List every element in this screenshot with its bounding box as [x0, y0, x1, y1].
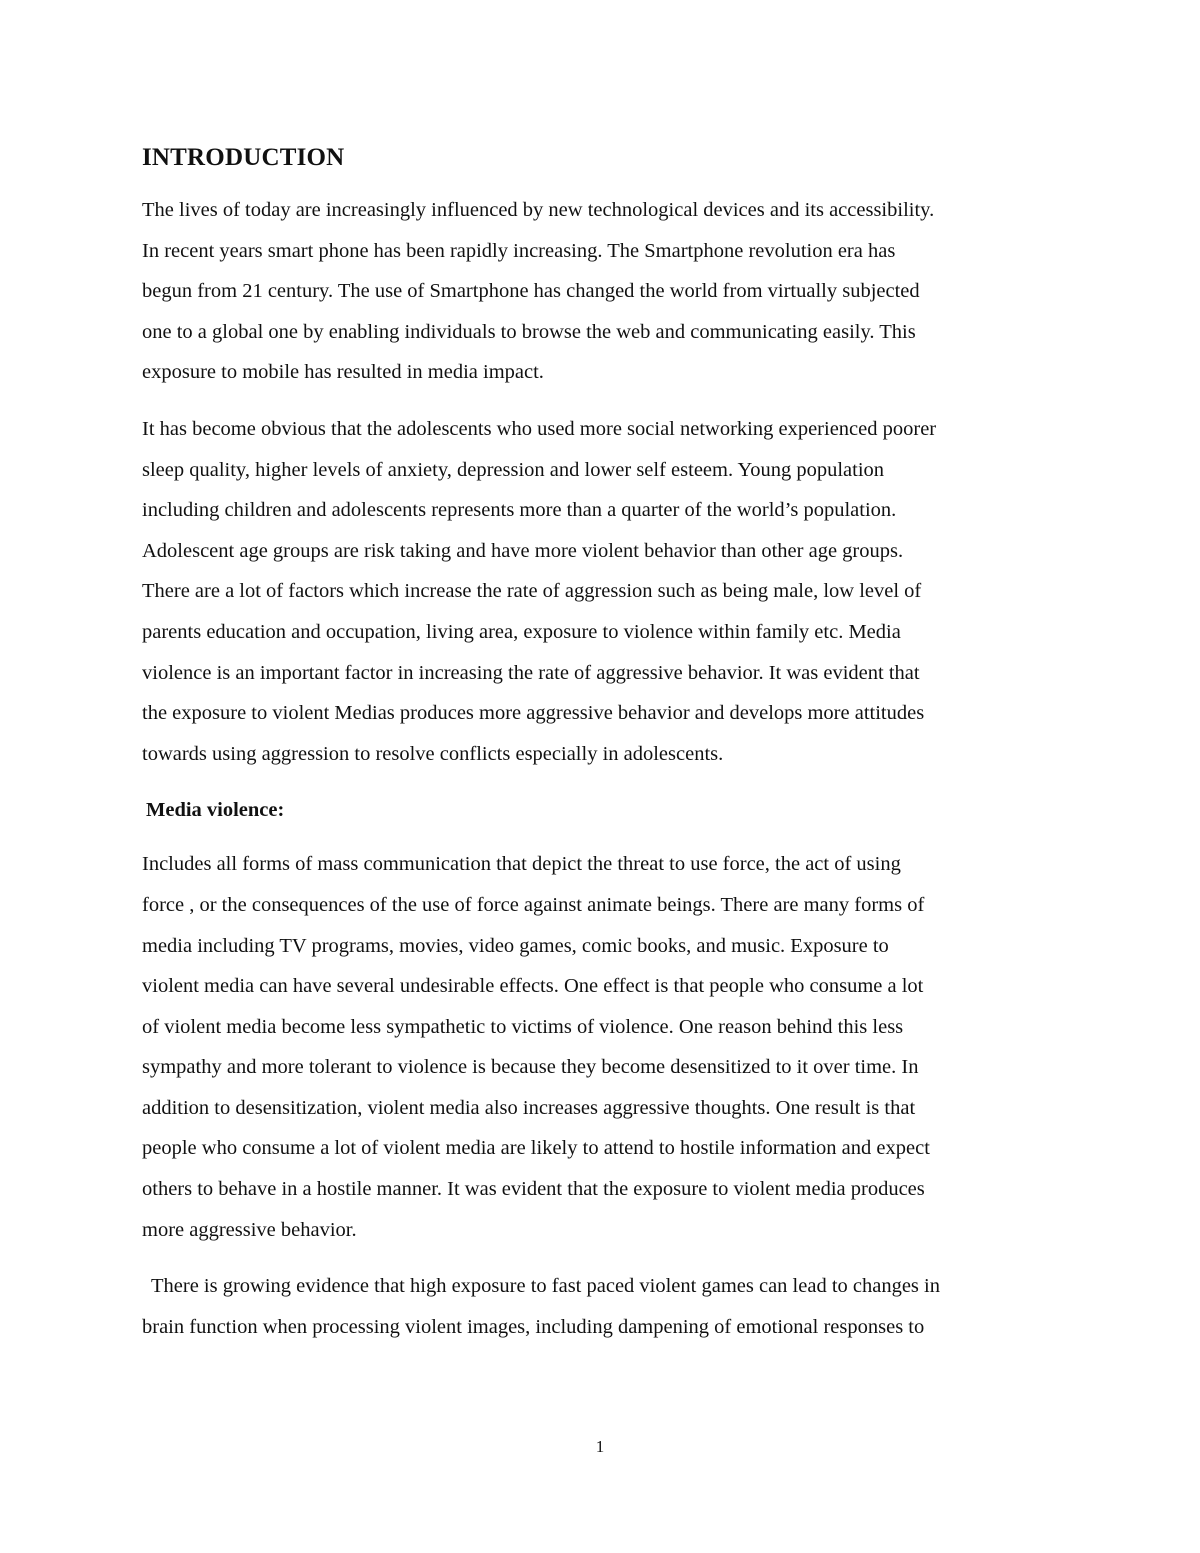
paragraph-brain-function: [142, 1266, 1062, 1347]
text-line: In recent years smart phone has been rapidly increasing. The Smartphone revolution era has: [142, 239, 896, 262]
text-line: towards using aggression to resolve conflicts especially in adolescents.: [142, 742, 724, 765]
text-line: one to a global one by enabling individuals to browse the web and communicating easily. This: [142, 320, 916, 343]
subsection-heading: Media violence:: [146, 799, 285, 822]
text-line: It has become obvious that the adolescents who used more social networking experienced poorer: [142, 417, 937, 440]
text-line: force , or the consequences of the use of force against animate beings. There are many forms of: [142, 893, 925, 916]
page-content: [142, 138, 1062, 1363]
text-line: begun from 21 century. The use of Smartphone has changed the world from virtually subjected: [142, 280, 920, 303]
text-line: sympathy and more tolerant to violence is because they become desensitized to it over time. In: [142, 1056, 919, 1079]
paragraph-adolescents: [142, 409, 1062, 774]
text-line: Includes all forms of mass communication that depict the threat to use force, the act of using: [142, 853, 901, 876]
text-line: people who consume a lot of violent media are likely to attend to hostile information and expect: [142, 1137, 930, 1160]
text-line: sleep quality, higher levels of anxiety, depression and lower self esteem. Young population: [142, 458, 885, 481]
section-heading: INTRODUCTION: [142, 144, 345, 171]
text-line: There are a lot of factors which increase the rate of aggression such as being male, low level of: [142, 580, 922, 603]
text-line: brain function when processing violent images, including dampening of emotional responses to: [142, 1315, 925, 1338]
text-line: violence is an important factor in increasing the rate of aggressive behavior. It was evident that: [142, 661, 920, 684]
text-line: exposure to mobile has resulted in media impact.: [142, 361, 544, 384]
text-line: of violent media become less sympathetic to victims of violence. One reason behind this less: [142, 1015, 904, 1038]
text-line: addition to desensitization, violent media also increases aggressive thoughts. One result is that: [142, 1096, 916, 1119]
paragraph-intro: [142, 190, 1062, 393]
text-line: Adolescent age groups are risk taking and have more violent behavior than other age groups.: [142, 539, 904, 562]
text-line: violent media can have several undesirable effects. One effect is that people who consume a lot: [142, 975, 924, 998]
text-line: others to behave in a hostile manner. It was evident that the exposure to violent media produces: [142, 1178, 925, 1201]
text-line: the exposure to violent Medias produces more aggressive behavior and develops more attitudes: [142, 702, 925, 725]
text-line: parents education and occupation, living area, exposure to violence within family etc. Media: [142, 620, 901, 643]
text-line: media including TV programs, movies, video games, comic books, and music. Exposure to: [142, 934, 889, 957]
text-line: including children and adolescents represents more than a quarter of the world’s population.: [142, 499, 897, 522]
paragraph-media-violence: [142, 844, 1062, 1250]
text-line: The lives of today are increasingly influenced by new technological devices and its accessibility.: [142, 199, 935, 221]
page-number: 1: [595, 1437, 605, 1456]
text-line: more aggressive behavior.: [142, 1218, 357, 1241]
text-line: There is growing evidence that high exposure to fast paced violent games can lead to changes in: [151, 1275, 940, 1298]
